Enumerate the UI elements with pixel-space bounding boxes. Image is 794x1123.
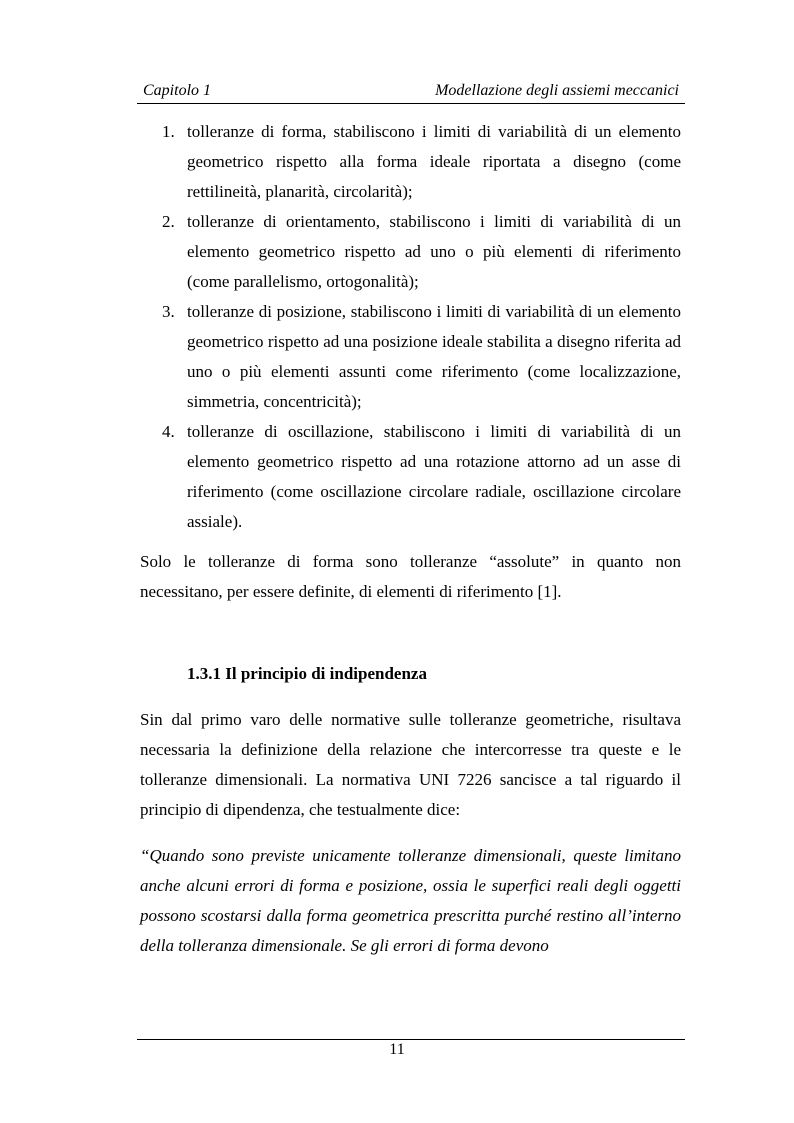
chapter-title: Modellazione degli assiemi meccanici	[435, 82, 679, 99]
header-divider	[137, 103, 685, 104]
page-header	[137, 82, 685, 104]
list-item	[140, 117, 681, 207]
list-item-number: 2.	[162, 212, 175, 231]
list-item-number: 1.	[162, 122, 175, 141]
quote-paragraph: “Quando sono previste unicamente tolleranze dimensionali, queste limitano anche alcuni errori di forma e posizione, ossia le superfici reali degli oggetti possono scostarsi dalla forma geometrica prescritta purché restino all’interno della tolleranza dimensionale. Se gli errori di forma devono	[140, 846, 681, 955]
page-number: 11	[389, 1041, 405, 1058]
body-paragraph: Sin dal primo varo delle normative sulle tolleranze geometriche, risultava necessaria la definizione della relazione che intercorresse tra queste e le tolleranze dimensionali. La normativa UNI 7226 sancisce a tal riguardo il principio di dipendenza, che testualmente dice:	[140, 710, 681, 819]
tolerance-list	[140, 117, 681, 537]
footer-divider	[137, 1039, 685, 1040]
list-item-text: tolleranze di orientamento, stabiliscono i limiti di variabilità di un elemento geometrico rispetto ad uno o più elementi di riferimento (come parallelismo, ortogonalità);	[187, 212, 681, 291]
list-item-text: tolleranze di forma, stabiliscono i limiti di variabilità di un elemento geometrico rispetto alla forma ideale riportata a disegno (come rettilineità, planarità, circolarità);	[187, 122, 681, 201]
list-item-number: 4.	[162, 422, 175, 441]
list-item-number: 3.	[162, 302, 175, 321]
list-item	[140, 207, 681, 297]
chapter-label: Capitolo 1	[143, 82, 212, 99]
body-paragraph: Solo le tolleranze di forma sono tolleranze “assolute” in quanto non necessitano, per essere definite, di elementi di riferimento [1].	[140, 552, 681, 601]
list-item-text: tolleranze di oscillazione, stabiliscono i limiti di variabilità di un elemento geometrico rispetto ad una rotazione attorno ad un asse di riferimento (come oscillazione circolare radiale, oscillazione circolare assiale).	[187, 422, 681, 531]
section-heading: 1.3.1 Il principio di indipendenza	[187, 664, 427, 683]
list-item	[140, 297, 681, 417]
list-item-text: tolleranze di posizione, stabiliscono i limiti di variabilità di un elemento geometrico rispetto ad una posizione ideale stabilita a disegno riferita ad uno o più elementi assunti come riferimento (come localizzazione, simmetria, concentricità);	[187, 302, 681, 411]
list-item	[140, 417, 681, 537]
